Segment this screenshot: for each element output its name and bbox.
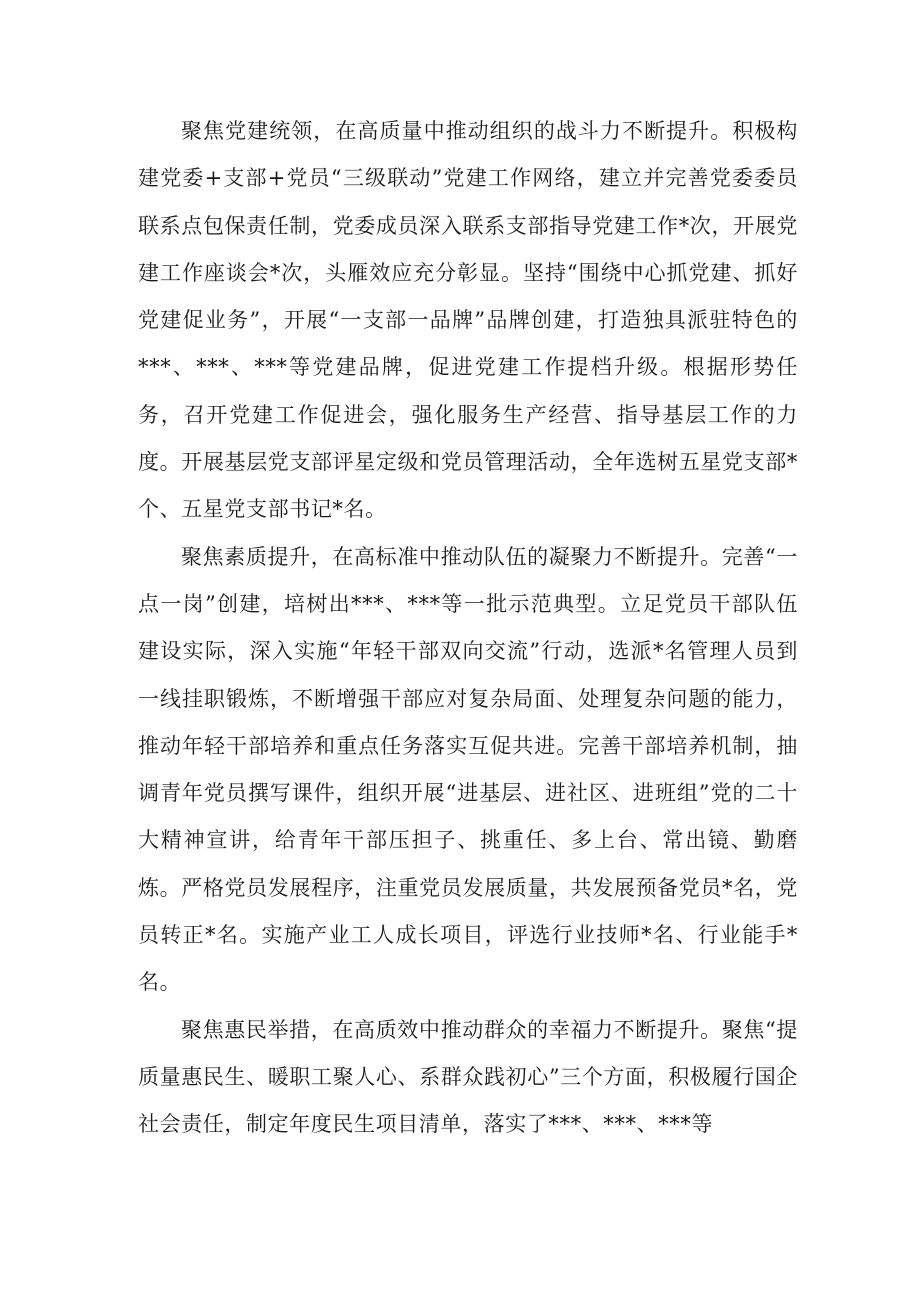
paragraph-heading: 聚焦惠民举措，在高质效中推动群众的幸福力不断提升。 — [181, 1017, 722, 1042]
document-body — [138, 108, 798, 1149]
paragraph-heading: 聚焦党建统领，在高质量中推动组织的战斗力不断提升。 — [181, 119, 733, 143]
paragraph-text: 积极构建党委+支部+党员“三级联动”党建工作网络，建立并完善党委委员联系点包保责任制，党委成员深入联系支部指导党建工作*次，开展党建工作座谈会*次，头雁效应充分彰显。坚持“围绕中心抓党建、抓好党建促业务”，开展“一支部一品牌”品牌创建，打造独具派驻特色的***、***、***等党建品牌，促进党建工作提档升级。根据形势任务，召开党建工作促进会，强化服务生产经营、指导基层工作的力度。开展基层党支部评星定级和党员管理活动，全年选树五星党支部*个、五星党支部书记*名。 — [138, 119, 798, 522]
paragraph-text: 聚焦“提质量惠民生、暖职工聚人心、系群众践初心”三个方面，积极履行国企社会责任，制定年度民生项目清单，落实了***、***、***等 — [138, 1017, 798, 1137]
paragraph-quality-improvement — [138, 534, 798, 1007]
paragraph-public-welfare — [138, 1007, 798, 1149]
paragraph-text: 完善“一点一岗”创建，培树出***、***等一批示范典型。立足党员干部队伍建设实际，深入实施“年轻干部双向交流”行动，选派*名管理人员到一线挂职锻炼，不断增强干部应对复杂局面、处理复杂问题的能力，推动年轻干部培养和重点任务落实互促共进。完善干部培养机制，抽调青年党员撰写课件，组织开展“进基层、进社区、进班组”党的二十大精神宣讲，给青年干部压担子、挑重任、多上台、常出镜、勤磨炼。严格党员发展程序，注重党员发展质量，共发展预备党员*名，党员转正*名。实施产业工人成长项目，评选行业技师*名、行业能手*名。 — [138, 544, 798, 995]
paragraph-heading: 聚焦素质提升，在高标准中推动队伍的凝聚力不断提升。 — [181, 544, 722, 569]
paragraph-party-building — [138, 108, 798, 534]
